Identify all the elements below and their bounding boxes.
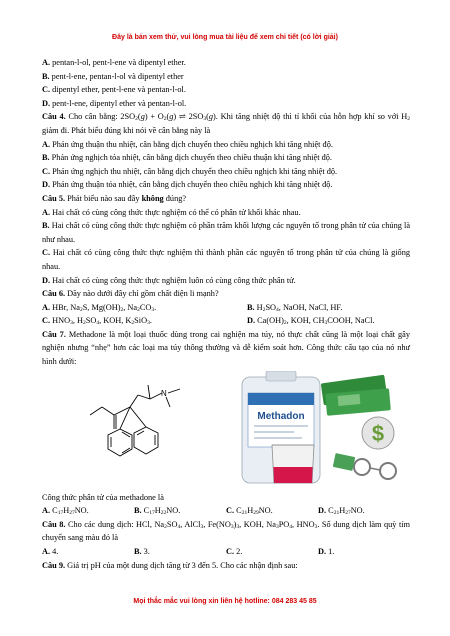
q9-stem: Câu 9. Giá trị pH của một dung dịch tăng từ 3 đến 5. Cho các nhận định sau: [42, 560, 298, 570]
q7-stem: Câu 7. Methadone là một loại thuốc dùng trong cai nghiện ma túy, nó thực chất cũng là một loại chất gây nghiện nhưng “nhẹ” hơn các loại ma túy thông thường và dễ kiểm soát hơn. Công thức cấu tạo của nó như hình dưới: [42, 329, 410, 367]
q6-option-b: B. $H_2SO_4$, NaOH, NaCl, HF. [247, 302, 343, 313]
footer-notice: Mọi thắc mắc vui lòng xin liên hệ hotline: 084 283 45 85 [133, 598, 317, 605]
q5-option-c: C. Hai chất có cùng công thức thực nghiệm thì thành phần các nguyên tố trong phân tử của chúng là giống nhau. [42, 248, 410, 271]
q3-options [42, 56, 410, 110]
q6-option-d: D. $Ca(OH)_2$, KOH, $CH_3COOH$, NaCl. [247, 316, 375, 327]
q6-options-row-2 [42, 314, 410, 328]
q8-options [42, 545, 410, 559]
nitrogen-atom-label: N [161, 388, 167, 398]
q8-option-a: A. 4. [42, 547, 59, 557]
q3-option-b: B. pent-l-ene, pentan-l-ol và dipentyl ether [42, 71, 184, 81]
q7-question: Công thức phân tử của methadone là [42, 492, 164, 502]
q6-options-row-1 [42, 301, 410, 315]
q4-option-b: B. Phản ứng nghịch tỏa nhiệt, cân bằng dịch chuyển theo chiều thuận khi tăng nhiệt độ. [42, 153, 332, 163]
dollar-sign-icon: $ [371, 420, 385, 446]
q7-option-b: B. $C_{17}H_{22}NO$. [134, 506, 181, 517]
q4-option-c: C. Phản ứng nghịch thu nhiệt, cân bằng dịch chuyển theo chiều nghịch khi tăng nhiệt độ. [42, 166, 338, 176]
q7-option-d: D. $C_{21}H_{27}NO$. [318, 506, 365, 517]
q6-option-c: C. $HNO_3$, $H_2SO_4$, KOH, $K_2SiO_3$. [42, 316, 152, 327]
q8-stem: Câu 8. Cho các dung dịch: HCl, $Na_2SO_4$, AlCl$_3$, $Fe(NO_3)_3$, KOH, $Na_3PO_4$, $HNO_3$. Số dung dịch làm quỳ tím chuyển sang màu đỏ là [42, 519, 411, 543]
methadone-structure [82, 377, 202, 483]
q7-options [42, 504, 410, 518]
methadone-photo [212, 371, 412, 487]
q7-option-c: C. $C_{21}H_{29}NO$. [226, 506, 273, 517]
q7-option-a: A. $C_{17}H_{27}NO$. [42, 506, 89, 517]
q8-option-c: C. 2. [226, 547, 243, 557]
q5-option-b: B. Hai chất có cùng công thức thực nghiệm có phần trăm khối lượng các nguyên tố trong phân tử của chúng là như nhau. [42, 221, 410, 244]
q6-stem: Câu 6. Dãy nào dưới đây chỉ gồm chất điện li mạnh? [42, 289, 219, 299]
q4-option-d: D. Phản ứng thuận tỏa nhiệt, cân bằng dịch chuyển theo chiều nghịch khi tăng nhiệt độ. [42, 180, 333, 190]
q6-option-a: A. HBr, $Na_2S$, $Mg(OH)_2$, $Na_2CO_3$. [42, 302, 157, 313]
q4-stem: Câu 4. Cho cân bằng: $2SO_2(g) + O_2(g)$ ⇌ $2SO_3(g)$. Khi tăng nhiệt độ thì tỉ khối của hỗn hợp khí so với $H_2$ giảm đi. Phát biểu đúng khi nói về cân bằng này là [42, 112, 410, 135]
bottle-label: Methadon [257, 410, 305, 422]
document-body [42, 56, 410, 572]
q3-option-c: C. dipentyl ether, pent-l-ene và pentan-l-ol. [42, 85, 186, 95]
q4-option-a: A. Phản ứng thuận thu nhiệt, cân bằng dịch chuyển theo chiều nghịch khi tăng nhiệt độ. [42, 139, 333, 149]
q3-option-a: A. pentan-l-ol, pent-l-ene và dipentyl ether. [42, 58, 186, 67]
q5-option-a: A. Hai chất có cùng công thức thực nghiệm có thể có phân tử khối khác nhau. [42, 207, 301, 217]
q5-stem: Câu 5. Phát biểu nào sau đây không đúng? [42, 193, 187, 203]
header-notice: Đây là bản xem thử, vui lòng mua tài liệu để xem chi tiết (có lời giải) [112, 34, 338, 41]
q5-option-d: D. Hai chất có cùng công thức thực nghiệm luôn có cùng công thức phân tử. [42, 275, 296, 285]
q7-figure [42, 371, 410, 487]
q3-option-d: D. pent-l-ene, dipentyl ether và pentan-l-ol. [42, 98, 187, 108]
q8-option-b: B. 3. [134, 547, 150, 557]
q8-option-d: D. 1. [318, 547, 335, 557]
